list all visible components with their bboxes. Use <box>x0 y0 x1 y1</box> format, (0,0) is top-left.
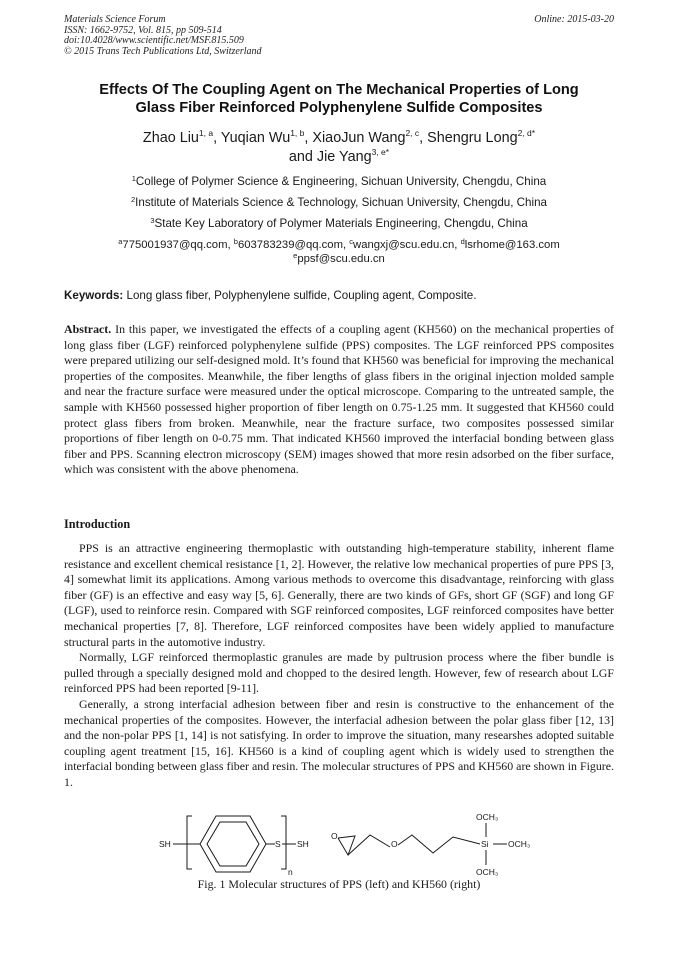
kh560-si-label: Si <box>481 839 489 849</box>
affiliation-text: College of Polymer Science & Engineering, Sichuan University, Chengdu, China <box>135 175 547 188</box>
online-date: Online: 2015-03-20 <box>534 14 614 25</box>
title-line-1: Effects Of The Coupling Agent on The Mechanical Properties of Long <box>99 82 579 98</box>
och3-bottom-label: OCH₃ <box>476 867 499 877</box>
email-line-1 <box>40 238 638 252</box>
email-address: 775001937@qq.com, <box>122 239 234 251</box>
email-sup: a <box>118 237 123 246</box>
journal-header <box>64 15 262 57</box>
journal-issn: ISSN: 1662-9752, Vol. 815, pp 509-514 <box>64 24 222 36</box>
email-line-2 <box>40 252 638 266</box>
och3-top-label: OCH₃ <box>476 812 499 822</box>
author-name: Shengru Long <box>427 130 518 146</box>
author-list <box>70 129 608 167</box>
journal-name: Materials Science Forum <box>64 14 166 25</box>
email-sup: d <box>460 237 465 246</box>
pps-bracket-right <box>281 816 286 869</box>
intro-paragraph: PPS is an attractive engineering thermoplastic with outstanding high-temperature stability, inherent flame resistance and excellent chemical resistance [1, 2]. However, the relative low mechanical properties of pure PPS [3, 4] somewhat limit its applications. Among various methods to overcome this disadvantage, reinforcing with glass fiber (GF) is an effective and easy way [5, 6]. Generally, there are two kinds of GFs, short GF (SGF) and long GF (LGF), used to reinforce resin. Compared with SGF reinforced composites, LGF reinforced composites have better mechanical properties [7, 8]. Therefore, LGF reinforced composites have been widely applied to manufacture structural parts in the automotive industry. <box>64 541 614 649</box>
author-separator: , <box>419 130 428 146</box>
author-line-2 <box>70 148 608 167</box>
abstract-label: Abstract. <box>64 322 112 336</box>
journal-doi: doi:10.4028/www.scientific.net/MSF.815.509 <box>64 35 244 46</box>
pps-bracket-left <box>187 816 192 869</box>
affiliation-3 <box>40 217 638 231</box>
kh560-epoxide-o-label: O <box>331 831 338 841</box>
author-sup: 3, e* <box>371 147 390 157</box>
email-sup: e <box>293 251 298 260</box>
author-separator: , <box>213 130 221 146</box>
author-sup: 1, b <box>290 128 305 138</box>
abstract <box>64 322 614 478</box>
kh560-ether-o-label: O <box>391 839 398 849</box>
intro-paragraph: Generally, a strong interfacial adhesion between fiber and resin is constructive to the enhancement of the mechanical properties of the composites. However, the interfacial adhesion between the polar glass fiber [12, 13] and the non-polar PPS [1, 14] is not satisfying. In order to improve the situation, many researshes adopted suitable coupling agent treatment [15, 16]. KH560 is a kind of coupling agent which is widely used to strengthen the interfacial bonding between glass fiber and resin. The molecular structures of PPS and KH560 are shown in Figure. 1. <box>64 696 614 789</box>
journal-copyright: © 2015 Trans Tech Publications Ltd, Switzerland <box>64 45 262 57</box>
keywords-label: Keywords: <box>64 289 124 302</box>
author-line-1 <box>70 129 608 148</box>
benzene-inner-ring <box>207 822 259 866</box>
affiliation-1 <box>40 175 638 189</box>
author-separator: , <box>304 130 313 146</box>
affiliation-sup: 3 <box>150 216 155 225</box>
email-sup: b <box>233 237 238 246</box>
email-list <box>40 238 638 266</box>
och3-right-label: OCH₃ <box>508 839 531 849</box>
affiliation-text: State Key Laboratory of Polymer Materials Engineering, Chengdu, China <box>154 217 528 230</box>
kh560-structure <box>331 812 530 877</box>
pps-n-subscript: n <box>288 867 293 877</box>
keywords-text: Long glass fiber, Polyphenylene sulfide, Coupling agent, Composite. <box>123 289 477 302</box>
kh560-chain <box>398 835 480 853</box>
author-name: Zhao Liu <box>142 130 199 146</box>
introduction-body <box>64 541 614 791</box>
pps-sh-left-label: SH <box>159 839 171 849</box>
email-address: 603783239@qq.com, <box>237 239 350 251</box>
pps-s-label: S <box>275 839 281 849</box>
abstract-text: In this paper, we investigated the effects of a coupling agent (KH560) on the mechanical properties of long glass fiber (LGF) reinforced polyphenylene sulfide (PPS) composites. The LGF reinforced PPS composites were prepared utilizing our self-designed mold. It’s found that KH560 was beneficial for improving the mechanical properties of the composites. Meanwhile, the fiber lengths of glass fibers in the original injection molded sample and near the fracture surface were measured under the optical microscope. Comparing to the untreated sample, the sample with KH560 possessed higher proportion of fiber length on 0.75-1.25 mm. It suggested that KH560 could protect glass fibers from broken. Meanwhile, near the fracture surface, two composites possessed similar proportions of fiber length on 0-0.75 mm. That indicated KH560 improved the interfacial bonding between glass fiber and PPS. Scanning electron microscopy (SEM) images showed that more resin adsorbed on the fiber surface, which was consistent with the above phenomena. <box>64 322 614 477</box>
email-address: wangxj@scu.edu.cn, <box>353 239 461 251</box>
intro-paragraph: Normally, LGF reinforced thermoplastic granules are made by pultrusion process where the fiber bundle is pulled through a specially designed mold and chopped to the desired length. However, few of research about LGF reinforced PPS had been reported [9-11]. <box>64 650 614 696</box>
author-name: Yuqian Wu <box>220 130 291 146</box>
figure-caption: Fig. 1 Molecular structures of PPS (left) and KH560 (right) <box>197 877 481 891</box>
paper-title <box>50 81 628 117</box>
pps-sh-right-label: SH <box>297 839 309 849</box>
email-address: lsrhome@163.com <box>464 239 560 251</box>
pps-structure <box>159 816 309 877</box>
epoxide-ring <box>338 836 355 855</box>
affiliation-sup: 1 <box>131 174 136 183</box>
keywords <box>64 289 624 303</box>
title-line-2: Glass Fiber Reinforced Polyphenylene Sulfide Composites <box>135 100 543 116</box>
author-name: XiaoJun Wang <box>312 130 406 146</box>
author-sup: 1, a <box>198 128 214 138</box>
benzene-ring <box>200 816 266 872</box>
author-name: and Jie Yang <box>288 149 372 165</box>
author-sup: 2, d* <box>517 128 536 138</box>
molecular-structures-figure <box>150 809 570 881</box>
email-address: ppsf@scu.edu.cn <box>297 253 385 265</box>
affiliation-2 <box>40 196 638 210</box>
author-sup: 2, c <box>405 128 420 138</box>
affiliation-text: Institute of Materials Science & Technology, Sichuan University, Chengdu, China <box>135 196 547 209</box>
email-sup: c <box>349 237 354 246</box>
affiliation-sup: 2 <box>131 195 136 204</box>
introduction-heading: Introduction <box>64 517 131 531</box>
